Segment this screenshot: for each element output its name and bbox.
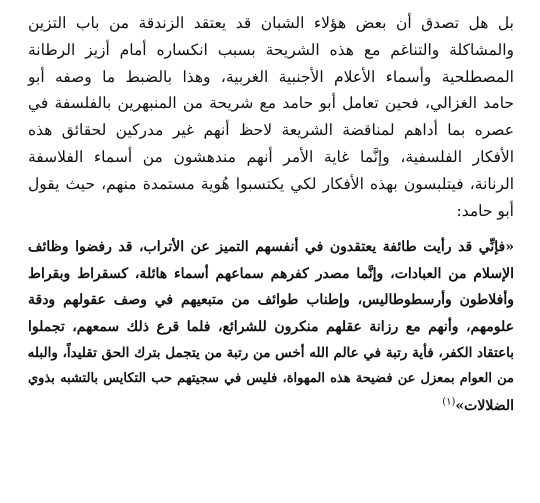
paragraph-line: بل هل تصدق أن بعض هؤلاء الشبان قد يعتقد الزندقة من باب التزين	[28, 14, 514, 32]
quote-line: «فإنِّي قد رأيت طائفة يعتقدون في أنفسهم التميز عن الأتراب، قد رفضوا وظائف	[28, 239, 514, 256]
paragraph-line: والمشاكلة والتناغم مع هذه الشريحة بسبب انكساره أمام أزيز الرطانة	[28, 40, 514, 59]
quote-line: باعتقاد الكفر، فأية رتبة في عالم الله أخس من رتبة من يتجمل بترك الحق تقليداً، والبله	[27, 345, 514, 361]
paragraph-line: حامد الغزالي، فحين تعامل أبو حامد مع شريحة من المنبهرين بالفلسفة في	[28, 94, 514, 113]
quote-line: الضلالات»	[455, 397, 514, 414]
paragraph-line: المصطلحية وأسماء الأعلام الأجنبية الغربية، وهذا بالضبط ما وصفه أبو	[28, 67, 514, 86]
quote-final-line	[28, 393, 514, 419]
paragraph-line: أبو حامد:	[456, 201, 514, 220]
paragraph-line: عصره بما أداهم لمناقضة الشريعة لاحظ أنهم غير مدركين لحقائق هذه	[28, 121, 514, 140]
quotation-block	[28, 234, 514, 419]
quote-line: من العوام بمعزل عن فضيحة هذه المهواة، فليس في سجيتهم حب التكايس بالتشبه بذوي	[28, 371, 514, 387]
body-paragraph	[28, 10, 514, 224]
footnote-marker[interactable]: (١)	[442, 396, 456, 408]
quote-line: الإسلام من العبادات، وإنَّما مصدر كفرهم سماعهم أسماء هائلة، كسقراط وبقراط	[28, 265, 514, 282]
quote-line: وأفلاطون وأرسطوطاليس، وإطناب طوائف من متبعيهم في وصف عقولهم ودقة	[28, 292, 514, 309]
quote-line: علومهم، وأنهم مع رزانة عقلهم منكرون للشرائع، فلما قرع ذلك سمعهم، تجملوا	[28, 318, 514, 335]
paragraph-line: الأفكار الفلسفية، وإنَّما غاية الأمر أنهم مندهشون من أسماء الفلاسفة	[28, 147, 514, 166]
paragraph-line: الرنانة، فيتلبسون بهذه الأفكار لكي يكتسبوا هُوية مستمدة منهم، حيث يقول	[28, 174, 514, 193]
